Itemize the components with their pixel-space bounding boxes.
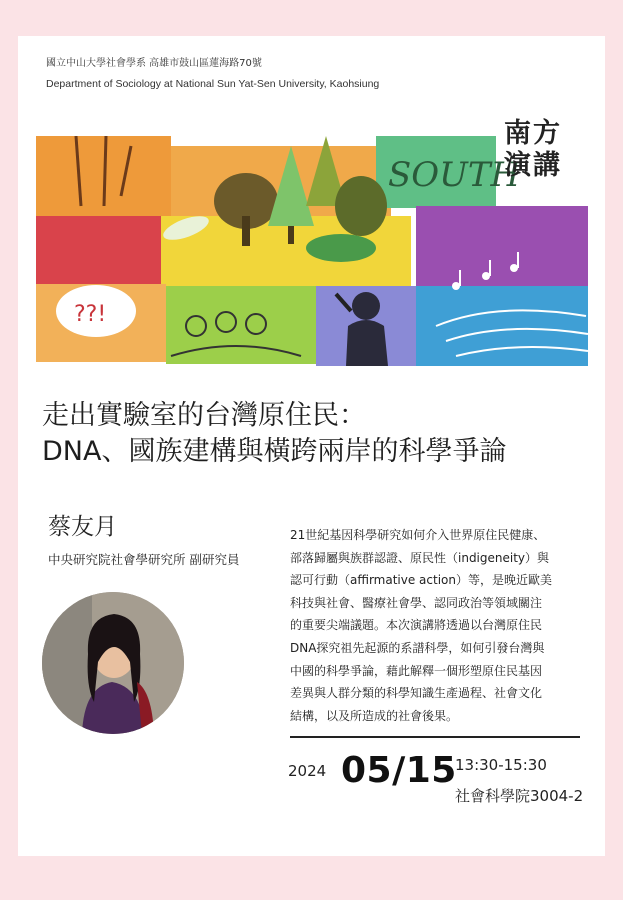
purple-block xyxy=(416,206,588,286)
abstract-line: 部落歸屬與族群認證、原民性（indigeneity）與 xyxy=(290,550,550,565)
poster xyxy=(18,36,605,856)
speaker-photo xyxy=(42,592,184,734)
abstract-line: 的重要尖端議題。本次演講將透過以台灣原住民 xyxy=(290,618,543,633)
abstract-line: 21世紀基因科學研究如何介入世界原住民健康、 xyxy=(290,528,546,542)
lecture-title xyxy=(42,398,506,470)
abstract xyxy=(290,524,582,727)
event-date: 05/15 xyxy=(341,750,457,791)
red-block xyxy=(36,216,161,284)
tree-canopy-2 xyxy=(335,176,387,236)
title-line-2: DNA、國族建構與橫跨兩岸的科學爭論 xyxy=(42,436,507,467)
abstract-line: DNA探究祖先起源的系譜科學，如何引發台灣與 xyxy=(290,640,545,655)
organization-english: Department of Sociology at National Sun Yat-Sen University, Kaohsiung xyxy=(46,78,380,90)
organization-chinese: 國立中山大學社會學系 高雄市鼓山區蓮海路70號 xyxy=(46,58,262,69)
event-venue: 社會科學院3004-2 xyxy=(455,787,584,805)
abstract-line: 認可行動（affirmative action）等，是晚近歐美 xyxy=(290,573,552,588)
series-line-2: 演講 xyxy=(504,150,562,181)
speaker-name: 蔡友月 xyxy=(48,514,117,540)
abstract-line: 中國的科學爭論，藉此解釋一個形塑原住民基因 xyxy=(290,663,543,678)
bush xyxy=(306,234,376,262)
blue-block xyxy=(416,286,588,366)
speaker-affiliation: 中央研究院社會學研究所 副研究員 xyxy=(48,552,240,567)
pine-trunk xyxy=(288,226,294,244)
tree-trunk xyxy=(242,216,250,246)
abstract-line: 科技與社會、醫療社會學、認同政治等領域關注 xyxy=(290,595,543,610)
event-time: 13:30-15:30 xyxy=(455,756,547,774)
series-line-1: 南方 xyxy=(504,118,562,149)
abstract-line: 結構，以及所造成的社會後果。 xyxy=(290,708,459,723)
bubble-text: ??! xyxy=(74,302,107,327)
series-title xyxy=(503,118,563,182)
event-year: 2024 xyxy=(288,762,327,780)
south-text: SOUTH xyxy=(388,155,521,195)
divider xyxy=(290,736,580,738)
abstract-line: 差異與人群分類的科學知識生產過程、社會文化 xyxy=(290,686,543,701)
title-line-1: 走出實驗室的台灣原住民： xyxy=(42,400,366,431)
